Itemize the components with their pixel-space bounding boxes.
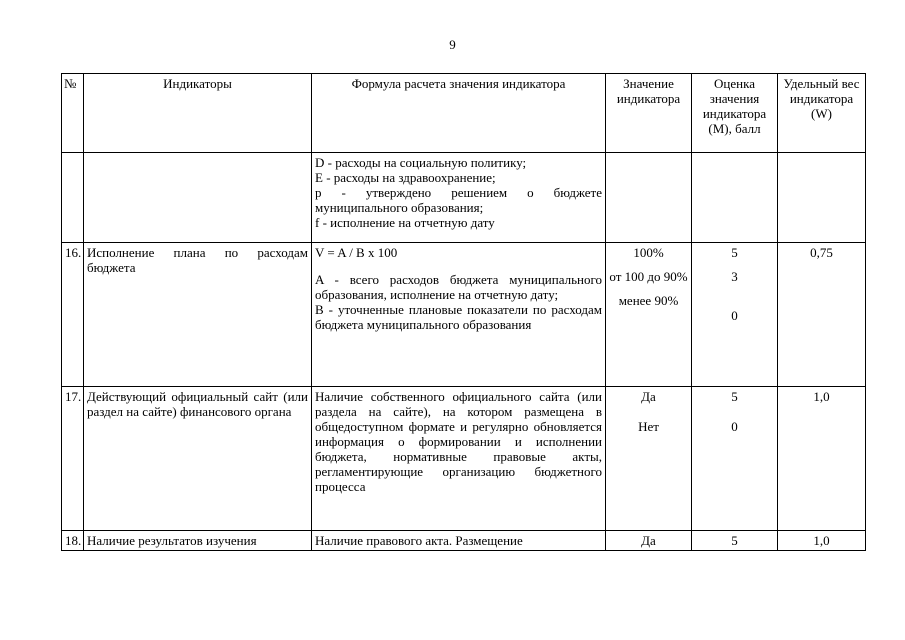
weight-cell: 0,75 <box>778 243 866 387</box>
header-weight: Удельный вес индикатора (W) <box>778 74 866 153</box>
score-item: 0 <box>731 419 738 434</box>
cell-formula-continued <box>312 153 606 243</box>
formula-cell <box>312 243 606 387</box>
table-row <box>62 243 866 387</box>
formula-note: A - всего расходов бюджета муниципального образования, исполнение на отчетную дату; <box>315 272 602 302</box>
formula-line: f - исполнение на отчетную дату <box>315 215 495 230</box>
weight-cell: 1,0 <box>778 531 866 551</box>
formula-note: B - уточненные плановые показатели по расходам бюджета муниципального образования <box>315 302 602 332</box>
score-item: 0 <box>731 308 738 323</box>
table-row <box>62 531 866 551</box>
score-cell: 5 <box>692 531 778 551</box>
value-item: от 100 до 90% <box>609 269 688 284</box>
value-item: 100% <box>633 245 664 260</box>
indicator-text: Наличие результатов изучения <box>84 531 312 551</box>
cell-num-empty <box>62 153 84 243</box>
table-row-continued <box>62 153 866 243</box>
formula-line: E - расходы на здравоохранение; <box>315 170 496 185</box>
value-cell: Да <box>606 531 692 551</box>
row-number: 17. <box>62 387 84 531</box>
header-score: Оценка значения индикатора (М), балл <box>692 74 778 153</box>
value-item: Нет <box>638 419 659 434</box>
value-item: менее 90% <box>618 293 679 308</box>
score-cell <box>692 243 778 387</box>
indicator-text: Исполнение плана по расходам бюджета <box>84 243 312 387</box>
cell-value-empty <box>606 153 692 243</box>
score-cell <box>692 387 778 531</box>
table-header-row <box>62 74 866 153</box>
cell-indicator-empty <box>84 153 312 243</box>
row-number: 16. <box>62 243 84 387</box>
score-item: 5 <box>731 245 738 260</box>
formula-main: V = A / B x 100 <box>315 245 398 260</box>
formula-line: p - утверждено решением о бюджете муниципального образования; <box>315 185 602 215</box>
score-item: 3 <box>731 269 738 284</box>
cell-weight-empty <box>778 153 866 243</box>
value-cell <box>606 243 692 387</box>
indicator-text: Действующий официальный сайт (или раздел на сайте) финансового органа <box>84 387 312 531</box>
value-cell <box>606 387 692 531</box>
table-row <box>62 387 866 531</box>
header-formula: Формула расчета значения индикатора <box>312 74 606 153</box>
formula-line: D - расходы на социальную политику; <box>315 155 527 170</box>
formula-cell: Наличие собственного официального сайта (или раздела на сайте), на котором размещена в общедоступном формате и регулярно обновляется информация о формировании и исполнении бюджета, нормативные правовые акты, регламентирующие организацию бюджетного процесса <box>312 387 606 531</box>
header-indicators: Индикаторы <box>84 74 312 153</box>
page-number: 9 <box>449 37 456 52</box>
formula-cell: Наличие правового акта. Размещение <box>312 531 606 551</box>
weight-cell: 1,0 <box>778 387 866 531</box>
row-number: 18. <box>62 531 84 551</box>
value-item: Да <box>641 389 656 404</box>
header-value: Значение индикатора <box>606 74 692 153</box>
header-num: № <box>62 74 84 153</box>
indicators-table <box>61 73 866 551</box>
cell-score-empty <box>692 153 778 243</box>
score-item: 5 <box>731 389 738 404</box>
